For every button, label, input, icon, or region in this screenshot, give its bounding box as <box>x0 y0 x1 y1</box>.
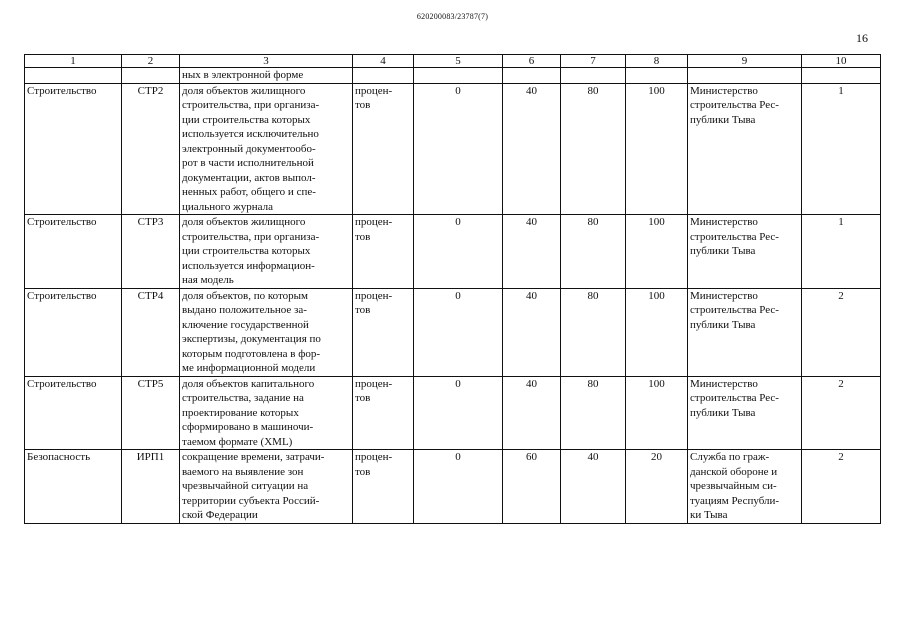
table-row <box>25 376 881 450</box>
column-header: 2 <box>122 55 180 68</box>
description-cell: доля объектов жилищного строительства, при организа- ции строительства которых используется информацион- ная модель <box>180 215 353 289</box>
unit-cell: процен- тов <box>353 450 414 524</box>
column-header: 3 <box>180 55 353 68</box>
document-id: 620200083/23787(7) <box>416 12 489 21</box>
value-cell: 80 <box>561 215 626 289</box>
unit-cell: процен- тов <box>353 288 414 376</box>
description-cell: доля объектов, по которым выдано положительное за- ключение государственной экспертизы, документация по которым подготовлена в фор- ме информационной модели <box>180 288 353 376</box>
responsible-cell: Министерство строительства Рес- публики Тыва <box>688 288 802 376</box>
code-cell: СТР3 <box>122 215 180 289</box>
column-header: 5 <box>414 55 503 68</box>
sector-cell: Строительство <box>25 83 122 215</box>
sector-cell: Строительство <box>25 376 122 450</box>
code-cell: СТР4 <box>122 288 180 376</box>
indicator-table <box>24 54 881 524</box>
sector-cell: Строительство <box>25 288 122 376</box>
value-cell: 0 <box>414 83 503 215</box>
table-cell <box>626 68 688 84</box>
code-cell: СТР5 <box>122 376 180 450</box>
value-cell: 40 <box>503 376 561 450</box>
sector-cell: Безопасность <box>25 450 122 524</box>
column-header: 8 <box>626 55 688 68</box>
value-cell: 80 <box>561 83 626 215</box>
table-cell <box>353 68 414 84</box>
sector-cell: Строительство <box>25 215 122 289</box>
column-header: 10 <box>802 55 881 68</box>
value-cell: 0 <box>414 288 503 376</box>
value-cell: 100 <box>626 83 688 215</box>
table-row <box>25 215 881 289</box>
value-cell: 0 <box>414 215 503 289</box>
value-cell: 80 <box>561 288 626 376</box>
table-cell <box>688 68 802 84</box>
value-cell: 2 <box>802 376 881 450</box>
value-cell: 20 <box>626 450 688 524</box>
table-cell <box>561 68 626 84</box>
value-cell: 0 <box>414 376 503 450</box>
column-number-row <box>25 55 881 68</box>
value-cell: 60 <box>503 450 561 524</box>
responsible-cell: Служба по граж- данской обороне и чрезвычайным си- туациям Республи- ки Тыва <box>688 450 802 524</box>
continuation-row <box>25 68 881 84</box>
table-row <box>25 288 881 376</box>
column-header: 1 <box>25 55 122 68</box>
value-cell: 40 <box>503 288 561 376</box>
code-cell: ИРП1 <box>122 450 180 524</box>
table-cell <box>802 68 881 84</box>
description-cell: доля объектов капитального строительства, задание на проектирование которых сформировано в машиночи- таемом формате (XML) <box>180 376 353 450</box>
responsible-cell: Министерство строительства Рес- публики Тыва <box>688 83 802 215</box>
code-cell: СТР2 <box>122 83 180 215</box>
table-cell <box>25 68 122 84</box>
table-cell <box>503 68 561 84</box>
value-cell: 0 <box>414 450 503 524</box>
table-row <box>25 83 881 215</box>
value-cell: 80 <box>561 376 626 450</box>
table-cell <box>122 68 180 84</box>
description-cell: сокращение времени, затрачи- ваемого на выявление зон чрезвычайной ситуации на территории субъекта Россий- ской Федерации <box>180 450 353 524</box>
column-header: 9 <box>688 55 802 68</box>
unit-cell: процен- тов <box>353 376 414 450</box>
column-header: 4 <box>353 55 414 68</box>
value-cell: 100 <box>626 215 688 289</box>
continuation-text: ных в электронной форме <box>180 68 353 84</box>
column-header: 7 <box>561 55 626 68</box>
value-cell: 40 <box>561 450 626 524</box>
responsible-cell: Министерство строительства Рес- публики Тыва <box>688 215 802 289</box>
value-cell: 100 <box>626 288 688 376</box>
value-cell: 40 <box>503 215 561 289</box>
table-cell <box>414 68 503 84</box>
value-cell: 100 <box>626 376 688 450</box>
column-header: 6 <box>503 55 561 68</box>
page-number: 16 <box>856 31 868 45</box>
value-cell: 2 <box>802 450 881 524</box>
unit-cell: процен- тов <box>353 215 414 289</box>
description-cell: доля объектов жилищного строительства, при организа- ции строительства которых используется исключительно электронный документообо- рот в части исполнительной документации, актов выпол- ненных работ, общего и спе- циального журнала <box>180 83 353 215</box>
table-row <box>25 450 881 524</box>
value-cell: 40 <box>503 83 561 215</box>
value-cell: 1 <box>802 83 881 215</box>
value-cell: 2 <box>802 288 881 376</box>
responsible-cell: Министерство строительства Рес- публики Тыва <box>688 376 802 450</box>
value-cell: 1 <box>802 215 881 289</box>
unit-cell: процен- тов <box>353 83 414 215</box>
